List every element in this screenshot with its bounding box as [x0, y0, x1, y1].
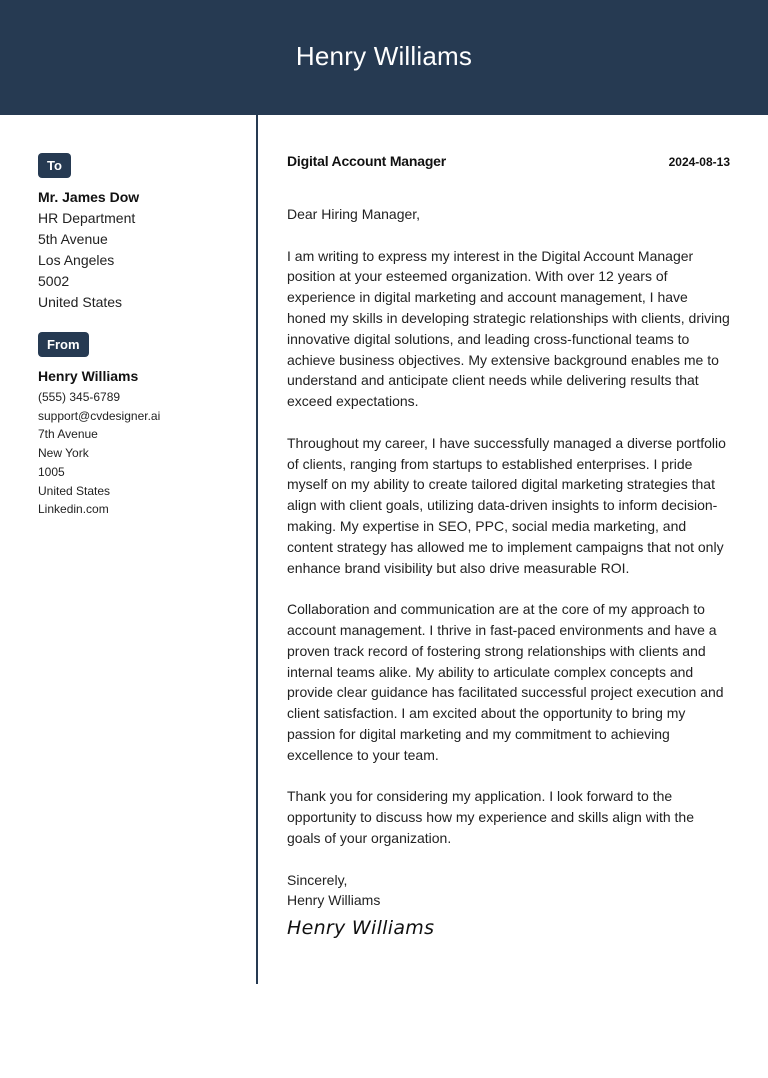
salutation: Dear Hiring Manager, — [287, 206, 421, 222]
letter-heading — [287, 153, 730, 173]
recipient-name: Mr. James Dow — [38, 189, 140, 205]
sender-line: New York — [38, 446, 89, 461]
sidebar — [38, 153, 243, 519]
header-banner — [0, 0, 768, 115]
sender-name: Henry Williams — [38, 368, 139, 384]
recipient-block — [38, 187, 243, 313]
paragraph: Thank you for considering my application. I look forward to the opportunity to discuss how my experience and skills align with the goals of your organization. — [287, 788, 694, 846]
closing-block — [287, 870, 730, 912]
sender-block — [38, 367, 243, 519]
sender-line: United States — [38, 483, 111, 498]
header-name: Henry Williams — [295, 40, 473, 71]
paragraph: Collaboration and communication are at the core of my approach to account management. I thrive in fast-paced environments and have a proven track record of fostering strong relationships with clients and internal teams alike. My ability to articulate complex concepts and provide clear guidance has facilitated successful project execution and client satisfaction. I am excited about the opportunity to bring my passion for digital marketing and my commitment to achieving excellence to your team. — [287, 601, 724, 763]
vertical-divider — [256, 115, 258, 984]
sender-line: 1005 — [38, 464, 65, 479]
sender-email: support@cvdesigner.ai — [38, 408, 161, 423]
paragraph: Throughout my career, I have successfully managed a diverse portfolio of clients, ranging from startups to established enterprises. I pride myself on my ability to create tailored digital marketing strategies that align with client goals, utilizing data-driven insights to inform decision-making. My expertise in SEO, PPC, social media marketing, and content strategy has allowed me to implement campaigns that not only enhance brand visibility but also drive measurable ROI. — [287, 434, 726, 576]
letter-body — [287, 153, 730, 939]
closing-text: Sincerely, — [287, 871, 348, 888]
recipient-line: Los Angeles — [38, 252, 115, 268]
signature: Henry Williams — [287, 917, 435, 940]
to-badge: To — [38, 153, 71, 178]
recipient-line: HR Department — [38, 210, 136, 226]
from-badge: From — [38, 332, 89, 357]
sender-phone: (555) 345-6789 — [38, 390, 121, 404]
sender-line: 7th Avenue — [38, 427, 98, 442]
paragraph: I am writing to express my interest in the Digital Account Manager position at your esteemed organization. With over 12 years of experience in digital marketing and account management, I have honed my skills in developing strategic relationships with clients, driving innovative digital solutions, and leading cross-functional teams to achieve business objectives. My extensive background enables me to understand and anticipate client needs while delivering results that exceed expectations. — [287, 247, 730, 410]
recipient-line: United States — [38, 294, 123, 310]
sender-linkedin: Linkedin.com — [38, 502, 109, 517]
recipient-line: 5th Avenue — [38, 231, 108, 247]
letter-date: 2024-08-13 — [668, 155, 730, 169]
closing-name: Henry Williams — [287, 892, 381, 909]
job-title: Digital Account Manager — [287, 153, 447, 169]
recipient-line: 5002 — [38, 273, 70, 289]
